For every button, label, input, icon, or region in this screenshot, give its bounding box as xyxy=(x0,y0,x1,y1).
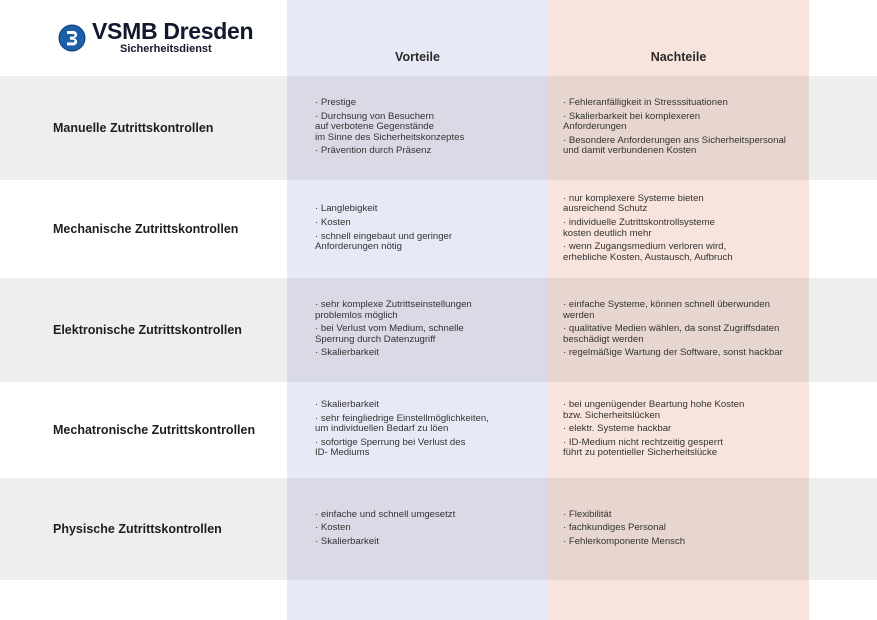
list-item: · Prävention durch Präsenz xyxy=(315,145,432,157)
list-item: · Kosten xyxy=(315,522,351,534)
row-label: Manuelle Zutrittskontrollen xyxy=(53,121,214,135)
table-row xyxy=(0,478,877,580)
list-item: · bei Verlust vom Medium, schnelle Sperrung durch Datenzugriff xyxy=(315,323,464,345)
nachteile-cell xyxy=(563,76,808,180)
nachteile-header: Nachteile xyxy=(650,50,707,64)
list-item: · einfache und schnell umgesetzt xyxy=(315,508,456,520)
nachteile-cell xyxy=(563,180,808,278)
list-item: · individuelle Zutrittskontrollsysteme kosten deutlich mehr xyxy=(563,216,715,239)
logo-title: VSMB Dresden xyxy=(92,18,254,44)
list-item: · Langlebigkeit xyxy=(315,203,378,215)
list-item: · schnell eingebaut und geringer Anforderungen nötig xyxy=(315,230,453,253)
list-item: · fachkundiges Personal xyxy=(563,522,666,534)
list-item: · sofortige Sperrung bei Verlust des ID- Mediums xyxy=(315,436,466,459)
list-item: · sehr komplexe Zutrittseinstellungen problemlos möglich xyxy=(315,299,472,321)
table-row xyxy=(0,278,877,382)
vsmb-logo-icon xyxy=(58,24,86,52)
list-item: · Skalierbarkeit bei komplexeren Anforderungen xyxy=(563,110,701,133)
header xyxy=(0,0,877,76)
nachteile-cell xyxy=(563,382,808,478)
vorteile-header: Vorteile xyxy=(395,50,440,64)
list-item: · Skalierbarkeit xyxy=(315,399,379,411)
list-item: · einfache Systeme, können schnell überwunden werden xyxy=(563,299,770,321)
list-item: · Skalierbarkeit xyxy=(315,347,379,359)
list-item: · Durchsung von Besuchern auf verbotene Gegenstände im Sinne des Sicherheitskonzeptes xyxy=(315,110,465,143)
logo xyxy=(58,20,253,55)
list-item: · elektr. Systeme hackbar xyxy=(563,423,672,435)
list-item: · Fehleranfälligkeit in Stresssituationen xyxy=(563,97,728,109)
list-item: · regelmäßige Wartung der Software, sonst hackbar xyxy=(563,347,783,359)
list-item: · Flexibilität xyxy=(563,508,612,520)
table-row xyxy=(0,180,877,278)
row-label: Elektronische Zutrittskontrollen xyxy=(53,323,242,337)
list-item: · Skalierbarkeit xyxy=(315,535,379,547)
vorteile-cell xyxy=(315,76,540,180)
list-item: · wenn Zugangsmedium verloren wird, erhebliche Kosten, Austausch, Aufbruch xyxy=(563,241,733,263)
list-item: · Kosten xyxy=(315,216,351,228)
vorteile-cell xyxy=(315,278,540,382)
list-item: · qualitative Medien wählen, da sonst Zugriffsdaten beschädigt werden xyxy=(563,323,780,345)
vorteile-cell xyxy=(315,382,540,478)
nachteile-cell xyxy=(563,278,808,382)
list-item: · Prestige xyxy=(315,97,357,109)
list-item: · Fehlerkomponente Mensch xyxy=(563,535,686,547)
list-item: · bei ungenügender Beartung hohe Kosten bzw. Sicherheitslücken xyxy=(563,399,745,421)
list-item: · ID-Medium nicht rechtzeitig gesperrt führt zu potentieller Sicherheitslücke xyxy=(563,436,723,459)
comparison-table xyxy=(0,76,877,580)
list-item: · Besondere Anforderungen ans Sicherheitspersonal und damit verbundenen Kosten xyxy=(563,134,786,157)
list-item: · nur komplexere Systeme bieten ausreichend Schutz xyxy=(563,192,704,215)
table-row xyxy=(0,76,877,180)
vorteile-cell xyxy=(315,180,540,278)
vorteile-cell xyxy=(315,478,540,580)
row-label: Mechatronische Zutrittskontrollen xyxy=(53,423,256,437)
row-label: Physische Zutrittskontrollen xyxy=(53,522,222,536)
row-label: Mechanische Zutrittskontrollen xyxy=(53,222,239,236)
table-row xyxy=(0,382,877,478)
nachteile-cell xyxy=(563,478,808,580)
logo-subtitle: Sicherheitsdienst xyxy=(120,43,212,55)
list-item: · sehr feingliedrige Einstellmöglichkeiten, um individuellen Bedarf zu löen xyxy=(315,412,489,435)
